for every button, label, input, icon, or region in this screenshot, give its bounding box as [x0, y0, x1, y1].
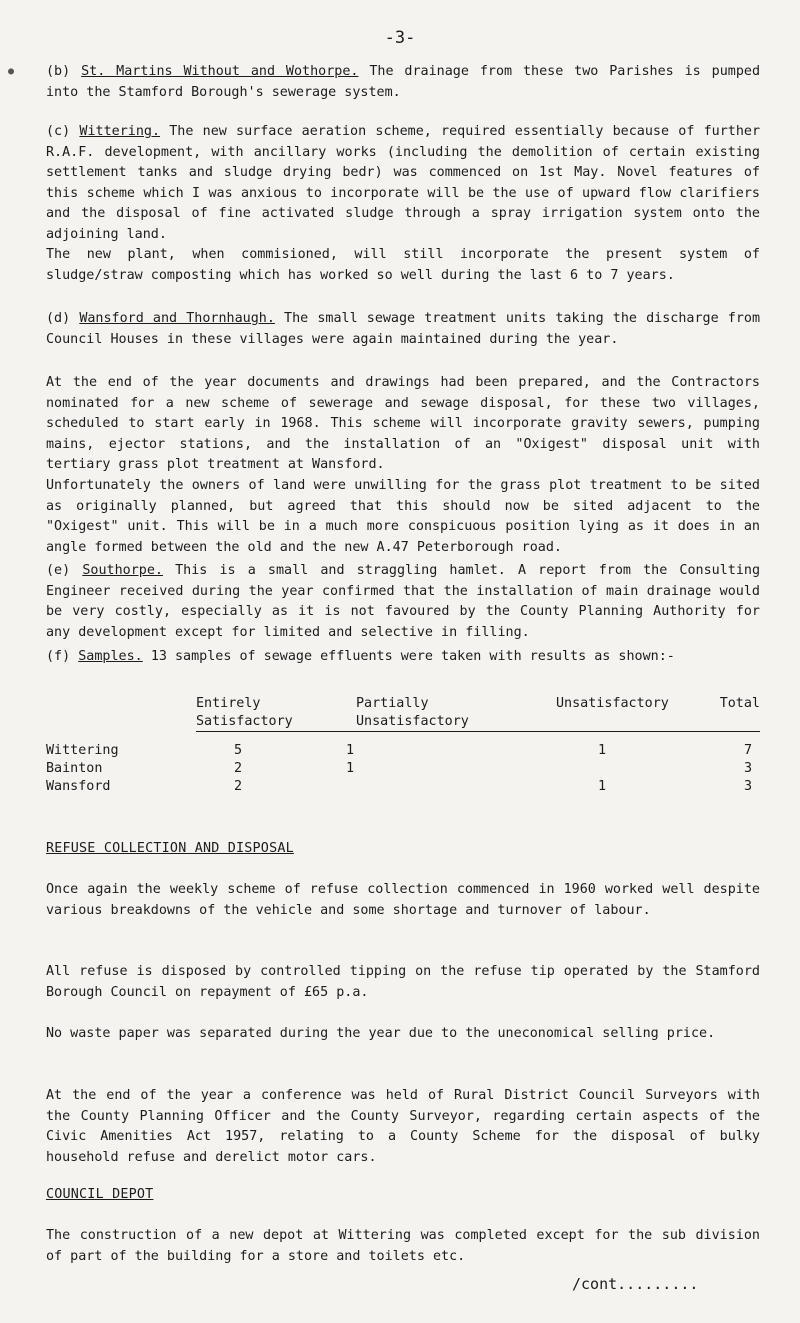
table-row — [46, 778, 760, 796]
section-f-label: (f) — [46, 649, 71, 664]
section-e — [46, 561, 760, 643]
row-unsatisfactory: 1 — [598, 779, 607, 794]
row-partially — [316, 778, 506, 796]
section-d — [46, 309, 760, 350]
section-c-heading: Wittering. — [79, 124, 161, 139]
section-b-text: The drainage from these two Parishes is pumped into the Stamford Borough's sewerage system. — [46, 64, 761, 100]
refuse-paragraph-1: Once again the weekly scheme of refuse collection commenced in 1960 worked well despite various breakdowns of the vehicle and some shortage and turnover of labour. — [46, 882, 760, 918]
header-partially-line2: Unsatisfactory — [356, 714, 469, 729]
row-total: 7 — [743, 743, 752, 758]
row-total: 3 — [743, 761, 752, 776]
header-total-line1: Total — [719, 696, 760, 711]
row-name: Bainton — [46, 761, 103, 776]
section-e-text: This is a small and straggling hamlet. A report from the Consulting Engineer received during the year confirmed that the installation of main drainage would be very costly, especially as it is not favoured by the County Planning Authority for any development except for limited and selective in filling. — [46, 563, 761, 640]
row-name: Wittering — [46, 743, 119, 758]
section-f — [46, 647, 760, 668]
page-number: -3- — [384, 28, 416, 48]
header-unsatisfactory — [506, 695, 676, 732]
section-e-heading: Southorpe. — [82, 563, 163, 578]
row-entirely: 2 — [234, 761, 243, 776]
row-partially: 1 — [346, 743, 355, 758]
header-blank — [46, 695, 196, 732]
section-f-heading: Samples. — [78, 649, 143, 664]
continued-marker: /cont......... — [572, 1275, 699, 1293]
section-d-label: (d) — [46, 311, 71, 326]
section-c-paragraph-2: The new plant, when commisioned, will still incorporate the present system of sludge/straw composting which has worked so well during the last 6 to 7 years. — [46, 247, 760, 283]
section-f-text: 13 samples of sewage effluents were taken with results as shown:- — [150, 649, 675, 664]
section-d-paragraph-3: Unfortunately the owners of land were unwilling for the grass plot treatment to be sited as originally planned, but agreed that this should now be sited adjacent to the "Oxigest" unit. This will be in a much more conspicuous position lying as it does in an angle formed between the old and the new A.47 Peterborough road. — [46, 478, 760, 555]
header-entirely-line1: Entirely — [196, 696, 261, 711]
refuse-heading: REFUSE COLLECTION AND DISPOSAL — [46, 841, 294, 856]
section-c-text: The new surface aeration scheme, required essentially because of further R.A.F. development, with ancillary works (including the demolition of certain existing settlement tanks and sludge drying bedr) was commenced on 1st May. Novel features of this scheme which I was anxious to incorporate will be the use of upward flow clarifiers and the disposal of fine activated sludge through a spray irrigation system onto the adjoining land. — [46, 124, 761, 242]
table-row — [46, 760, 760, 778]
row-name: Wansford — [46, 779, 111, 794]
section-d-text: The small sewage treatment units taking the discharge from Council Houses in these villages were again maintained during the year. — [46, 311, 761, 347]
depot-paragraph-1: The construction of a new depot at Wittering was completed except for the sub division of part of the building for a store and toilets etc. — [46, 1228, 760, 1264]
section-d-heading: Wansford and Thornhaugh. — [79, 311, 275, 326]
header-unsatisfactory-line1: Unsatisfactory — [556, 696, 669, 711]
header-total — [676, 695, 760, 732]
section-b-heading: St. Martins Without and Wothorpe. — [81, 64, 359, 79]
margin-bullet-icon: ● — [8, 66, 15, 77]
section-b-label: (b) — [46, 64, 71, 79]
refuse-paragraph-4: At the end of the year a conference was held of Rural District Council Surveyors with the County Planning Officer and the County Surveyor, regarding certain aspects of the Civic Amenities Act 1957, relating to a County Scheme for the disposal of bulky household refuse and derelict motor cars. — [46, 1088, 760, 1165]
table-row — [46, 742, 760, 760]
refuse-paragraph-2: All refuse is disposed by controlled tipping on the refuse tip operated by the Stamford Borough Council on repayment of £65 p.a. — [46, 964, 760, 1000]
section-c — [46, 122, 760, 245]
header-entirely-line2: Satisfactory — [196, 714, 293, 729]
row-entirely: 2 — [234, 779, 243, 794]
section-e-label: (e) — [46, 563, 71, 578]
header-partially-unsatisfactory — [316, 695, 506, 732]
header-partially-line1: Partially — [356, 696, 429, 711]
row-unsatisfactory: 1 — [598, 743, 607, 758]
table-header-row — [46, 695, 760, 732]
section-c-label: (c) — [46, 124, 71, 139]
refuse-paragraph-3: No waste paper was separated during the year due to the uneconomical selling price. — [46, 1026, 716, 1041]
row-total: 3 — [743, 779, 752, 794]
row-partially: 1 — [346, 761, 355, 776]
samples-table — [46, 695, 760, 796]
row-unsatisfactory — [506, 760, 676, 778]
section-d-paragraph-2: At the end of the year documents and drawings had been prepared, and the Contractors nominated for a new scheme of sewerage and sewage disposal, for these two villages, scheduled to start early in 1968. This scheme will incorporate gravity sewers, pumping mains, ejector stations, and the installation of an "Oxigest" disposal unit with tertiary grass plot treatment at Wansford. — [46, 375, 760, 472]
depot-heading: COUNCIL DEPOT — [46, 1187, 154, 1202]
section-b — [46, 62, 760, 103]
row-entirely: 5 — [234, 743, 243, 758]
header-entirely-satisfactory — [196, 695, 316, 732]
